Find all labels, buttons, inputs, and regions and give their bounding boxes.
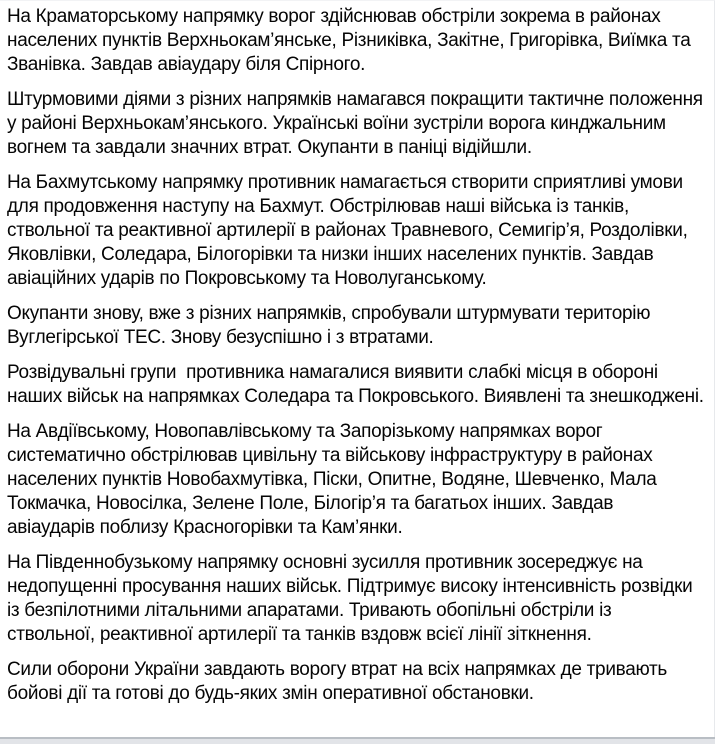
post-paragraph: Сили оборони України завдають ворогу втрат на всіх напрямках де тривають бойові дії та готові до будь-яких змін оперативної обстановки. (7, 659, 672, 704)
post-paragraph: На Авдіївському, Новопавлівському та Запорізькому напрямках ворог систематично обстрілював цивільну та військову інфраструктуру в районах населених пунктів Новобахмутівка, Піски, Опитне, Водяне, Шевченко, Мала Токмачка, Новосілка, Зелене Поле, Білогір’я та багатьох інших. Завдав авіаударів поблизу Красногорівки та Кам’янки. (7, 421, 662, 538)
post-paragraph: На Бахмутському напрямку противник намагається створити сприятливі умови для продовження наступу на Бахмут. Обстрілював наші війська із танків, ствольної та реактивної артилерії в районах Травневого, Семигір’я, Роздолівки, Яковлівки, Соледара, Білогорівки та низки інших населених пунктів. Завдав авіаційних ударів по Покровському та Новолуганському. (7, 172, 693, 289)
post-paragraph: На Краматорському напрямку ворог здійснював обстріли зокрема в районах населених пунктів Верхньокам’янське, Різниківка, Закітне, Григорівка, Виїмка та Званівка. Завдав авіаудару біля Спірного. (7, 6, 696, 75)
post-paragraph: Окупанти знову, вже з різних напрямків, спробували штурмувати територію Вуглегірської ТЕС. Знову безуспішно і з втратами. (7, 303, 656, 348)
section-divider (0, 737, 715, 744)
post-paragraph: Штурмовими діями з різних напрямків намагався покращити тактичне положення у районі Верхньокам’янського. Українські воїни зустріли ворога кинджальним вогнем та завдали значних втрат. Окупанти в паніці відійшли. (7, 89, 708, 158)
post-paragraph: Розвідувальні групи противника намагалися виявити слабкі місця в обороні наших військ на напрямках Соледара та Покровського. Виявлені та знешкоджені. (7, 362, 704, 407)
post-paragraph: На Південнобузькому напрямку основні зусилля противник зосереджує на недопущенні просування наших військ. Підтримує високу інтенсивність розвідки із безпілотними літальними апаратами. Тривають обопільні обстріли із ствольної, реактивної артилерії та танків вздовж всієї лінії зіткнення. (7, 552, 698, 645)
